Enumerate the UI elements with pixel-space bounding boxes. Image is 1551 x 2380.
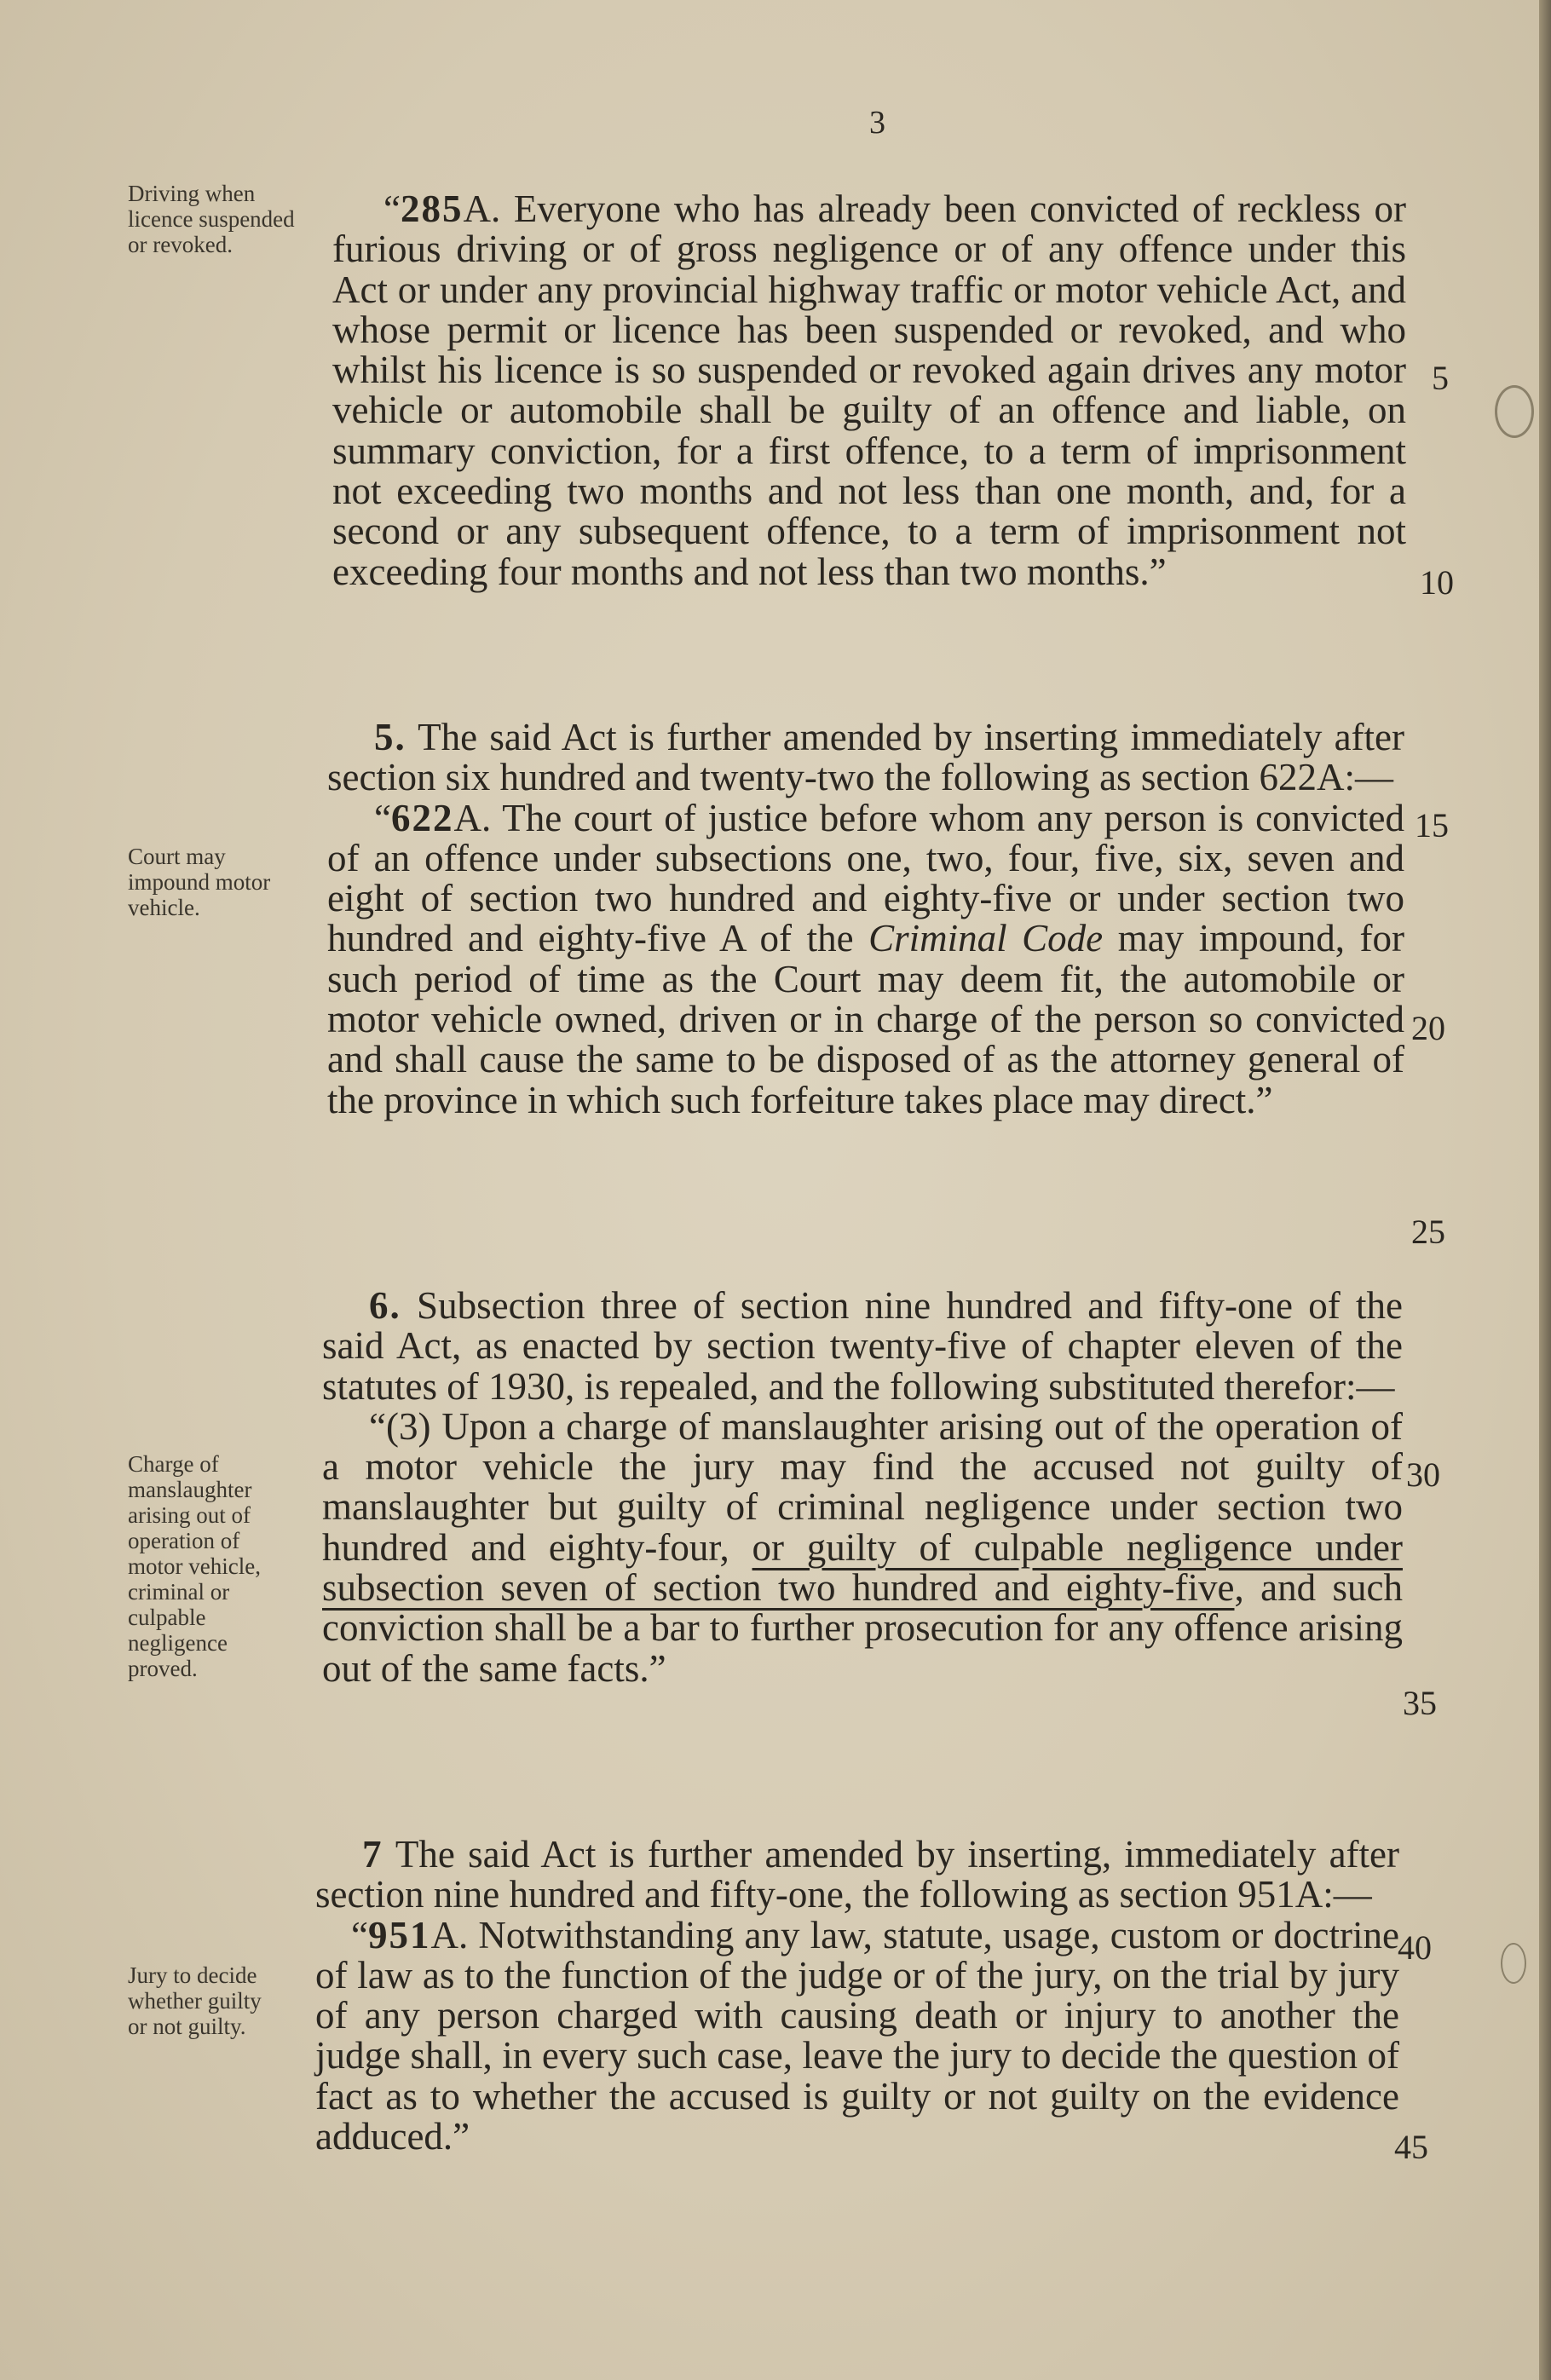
section-285a: “285A. Everyone who has already been convicted of reckless or furious driving or of gross negligence or of any offence under this Act or under any provincial highway traffic or motor vehicle Act, and whose permit or licence has been suspended or revoked, and who whilst his licence is so suspended or revoked again drives any motor vehicle or automobile shall be guilty of an offence and liable, on summary conviction, for a first offence, to a term of imprisonment not exceeding two months and not less than one month, and, for a second or any subsequent offence, to a term of imprisonment not exceeding four months and not less than two months.” xyxy=(332,187,1406,593)
line-number: 10 xyxy=(1420,563,1454,602)
clause-5: 5. The said Act is further amended by inserting immediately after section six hundred and twenty-two the following as section 622A:— “622A. The court of justice before whom any person is convicted of an offence under subsections one, two, four, five, six, seven and eight of section two hundred and eighty-five or under section two hundred and eighty-five A of the Criminal Code may impound, for such period of time as the Court may deem fit, the automobile or motor vehicle owned, driven or in charge of the person so convicted and shall cause the same to be disposed of as the attorney general of the province in which such forfeiture takes place may direct.” xyxy=(327,716,1404,1121)
page-number: 3 xyxy=(869,105,885,141)
margin-note-jury-decide: Jury to decide whether guilty or not guilty. xyxy=(128,1962,262,2039)
margin-note-driving-suspended: Driving when licence suspended or revoked. xyxy=(128,181,295,257)
underlined-amendment: or guilty of culpable negligence under subsection seven of section two hundred and eighty-five xyxy=(322,1525,1403,1610)
line-number: 25 xyxy=(1411,1213,1445,1251)
section-622a: “622A. The court of justice before whom any person is convicted of an offence under subsections one, two, four, five, six, seven and eight of section two hundred and eighty-five or under section two hundred and eighty-five A of the Criminal Code may impound, for such period of time as the Court may deem fit, the automobile or motor vehicle owned, driven or in charge of the person so convicted and shall cause the same to be disposed of as the attorney general of the province in which such forfeiture takes place may direct.” xyxy=(327,796,1404,1121)
margin-note-manslaughter-charge: Charge of manslaughter arising out of operation of motor vehicle, criminal or culpable negligence proved. xyxy=(128,1451,261,1681)
clause-6: 6. Subsection three of section nine hundred and fifty-one of the said Act, as enacted by section twenty-five of chapter eleven of the statutes of 1930, is repealed, and the following substituted therefor:— “(3) Upon a charge of manslaughter arising out of the operation of a motor vehicle the jury may find the accused not guilty of manslaughter but guilty of criminal negligence under section two hundred and eighty-four, or guilty of culpable negligence under subsection seven of section two hundred and eighty-five, and such conviction shall be a bar to further prosecution for any offence arising out of the same facts.” xyxy=(322,1284,1403,1690)
subsection-951-3: “(3) Upon a charge of manslaughter arising out of the operation of a motor vehicle the jury may find the accused not guilty of manslaughter but guilty of criminal negligence under section two hundred and eighty-four, or guilty of culpable negligence under subsection seven of section two hundred and eighty-five, and such conviction shall be a bar to further prosecution for any offence arising out of the same facts.” xyxy=(322,1404,1403,1690)
line-number: 45 xyxy=(1394,2128,1428,2166)
line-number: 40 xyxy=(1398,1928,1432,1967)
line-number: 5 xyxy=(1432,359,1449,397)
section-951a: “951A. Notwithstanding any law, statute, usage, custom or doctrine of law as to the function of the judge or of the jury, on the trial by jury of any person charged with causing death or injury to another the judge shall, in every such case, leave the jury to decide the question of fact as to whether the accused is guilty or not guilty on the evidence adduced.” xyxy=(315,1913,1399,2158)
line-number: 30 xyxy=(1406,1455,1440,1494)
criminal-code-title: Criminal Code xyxy=(868,917,1104,960)
binding-hole xyxy=(1495,385,1534,438)
line-number: 20 xyxy=(1411,1009,1445,1047)
line-number: 35 xyxy=(1403,1684,1437,1722)
binding-hole xyxy=(1501,1943,1526,1984)
clause-7: 7 The said Act is further amended by inserting, immediately after section nine hundred and fifty-one, the following as section 951A:— “951A. Notwithstanding any law, statute, usage, custom or doctrine of law as to the function of the judge or of the jury, on the trial by jury of any person charged with causing death or injury to another the judge shall, in every such case, leave the jury to decide the question of fact as to whether the accused is guilty or not guilty on the evidence adduced.” xyxy=(315,1833,1399,2158)
margin-note-court-impound: Court may impound motor vehicle. xyxy=(128,844,271,920)
line-number: 15 xyxy=(1415,806,1449,844)
page-edge xyxy=(1539,0,1551,2380)
